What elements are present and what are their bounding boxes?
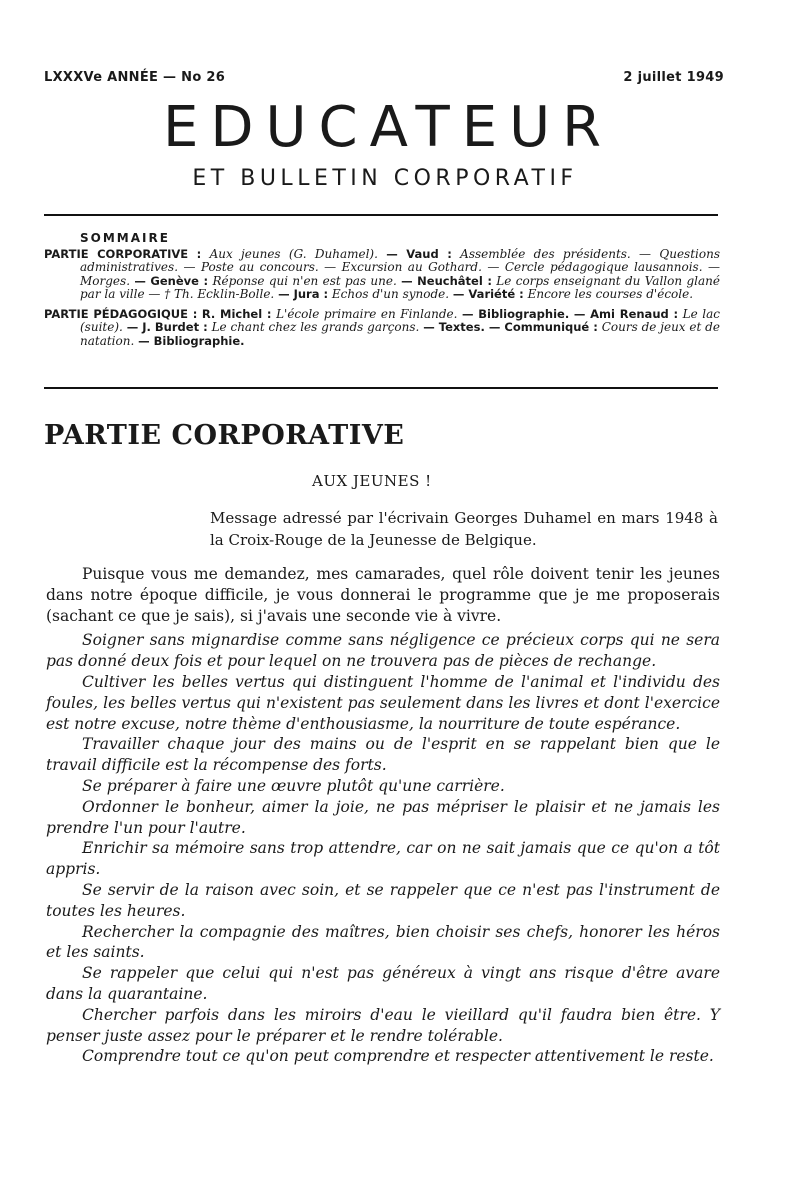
article-paragraph: Rechercher la compagnie des maîtres, bien choisir ses chefs, honorer les héros et les saints. bbox=[46, 922, 720, 962]
journal-subtitle: ET BULLETIN CORPORATIF bbox=[192, 166, 578, 191]
article-paragraph: Cultiver les belles vertus qui distinguent l'homme de l'animal et l'individu des foules, les belles vertus qui n'existent pas seulement dans les livres et dont l'exercice est notre excuse, notre thème d'enthousiasme, la nourriture de toute espérance. bbox=[46, 672, 720, 733]
article-paragraph: Se servir de la raison avec soin, et se rappeler que ce n'est pas l'instrument de toutes les heures. bbox=[46, 880, 720, 920]
article-paragraph: Chercher parfois dans les miroirs d'eau le vieillard qu'il faudra bien être. Y penser juste assez pour le préparer et le rendre tolérable. bbox=[46, 1005, 720, 1045]
section-heading: PARTIE CORPORATIVE bbox=[44, 420, 405, 451]
article-paragraph: Comprendre tout ce qu'on peut comprendre et respecter attentivement le reste. bbox=[82, 1047, 714, 1066]
summary-corporative: PARTIE CORPORATIVE : Aux jeunes (G. Duhamel). — Vaud : Assemblée des présidents. — Questions administratives. — Poste au concours. — Excursion au Gothard. — Cercle pédagogique lausannois. — Morges. — Genève : Réponse qui n'en est pas une. — Neuchâtel : Le corps enseignant du Vallon glané par la ville — † Th. Ecklin-Bolle. — Jura : Echos d'un synode. — Variété : Encore les courses d'école. bbox=[44, 246, 720, 301]
journal-title: EDUCATEUR bbox=[162, 95, 614, 160]
summary-heading: SOMMAIRE bbox=[80, 231, 170, 245]
article-paragraph: Ordonner le bonheur, aimer la joie, ne pas mépriser le plaisir et ne jamais les prendre l'un pour l'autre. bbox=[46, 797, 720, 837]
article-intro: Message adressé par l'écrivain Georges Duhamel en mars 1948 à la Croix-Rouge de la Jeunesse de Belgique. bbox=[210, 509, 718, 549]
article-paragraph: Travailler chaque jour des mains ou de l'esprit en se rappelant bien que le travail difficile est la récompense des forts. bbox=[46, 735, 720, 775]
article-paragraph: Soigner sans mignardise comme sans négligence ce précieux corps qui ne sera pas donné deux fois et pour lequel on ne trouvera pas de pièces de rechange. bbox=[46, 631, 720, 671]
article-lead: Puisque vous me demandez, mes camarades, quel rôle doivent tenir les jeunes dans notre époque difficile, je vous donnerai le programme que je me proposerais (sachant ce que je sais), si j'avais une seconde vie à vivre. bbox=[46, 565, 720, 625]
summary bbox=[44, 232, 720, 348]
article-paragraph: Se rappeler que celui qui n'est pas généreux à vingt ans risque d'être avare dans la quarantaine. bbox=[46, 964, 720, 1003]
article-paragraph: Se préparer à faire une œuvre plutôt qu'une carrière. bbox=[82, 776, 505, 795]
article-body bbox=[46, 564, 720, 1067]
article-title: AUX JEUNES ! bbox=[312, 472, 432, 490]
issue-number: LXXXVe ANNÉE — No 26 bbox=[44, 70, 226, 85]
summary-pedagogique: PARTIE PÉDAGOGIQUE : R. Michel : L'école primaire en Finlande. — Bibliographie. — Ami Renaud : Le lac (suite). — J. Burdet : Le chant chez les grands garçons. — Textes. — Communiqué : Cours de jeux et de natation. — Bibliographie. bbox=[44, 306, 720, 348]
top-divider bbox=[44, 214, 718, 216]
issue-date: 2 juillet 1949 bbox=[623, 70, 724, 85]
summary-divider bbox=[44, 387, 718, 389]
article-paragraph: Enrichir sa mémoire sans trop attendre, car on ne sait jamais que ce qu'on a tôt appris. bbox=[46, 839, 720, 879]
